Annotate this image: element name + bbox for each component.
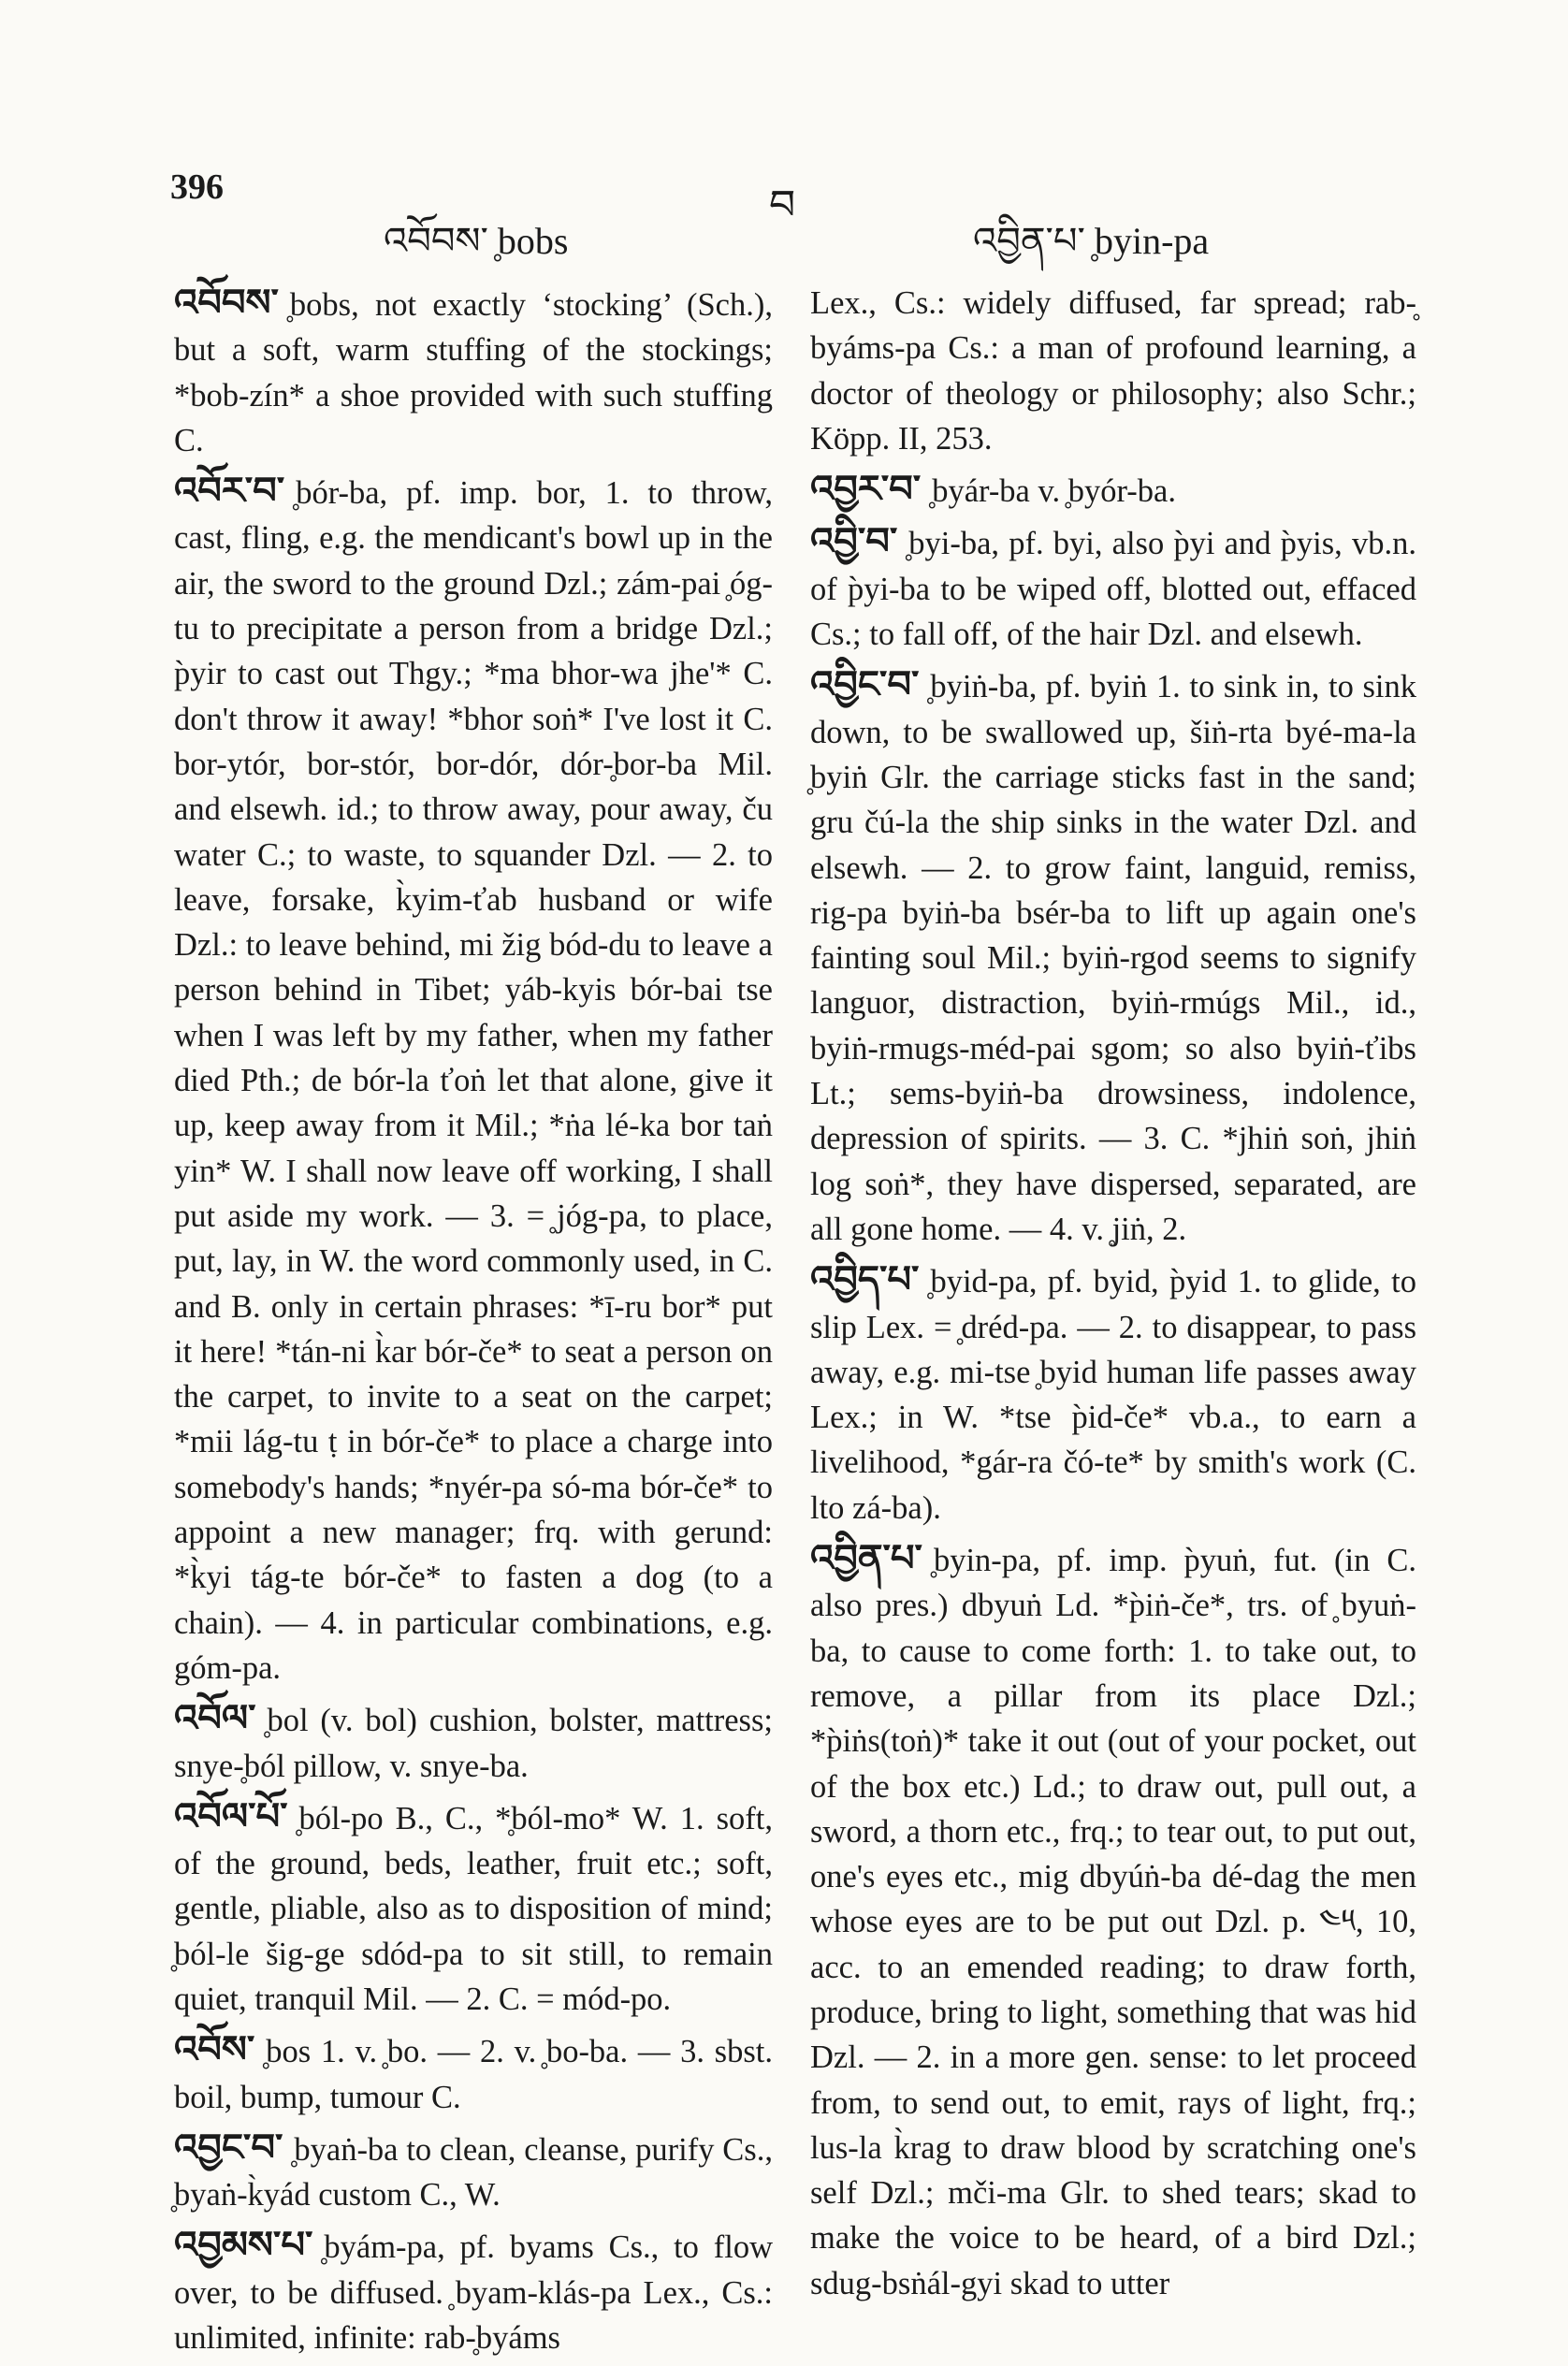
entry-text: Lex., Cs.: widely diffused, far spread; rab-̥byáms-pa Cs.: a man of profound learning, a doctor of theology or philosophy; also Schr.; Köpp. II, 253.	[810, 285, 1416, 457]
entry-text: ̥byid-pa, pf. byid, p̀yid 1. to glide, to slip Lex. = ̥dréd-pa. — 2. to disappear, to pass away, e.g. mi-tse ̥byid human life passes away Lex.; in W. *tse p̀id-če* vb.a., to earn a livelihood, *gár-ra čó-te* by smith's work (C. lto zá-ba).	[810, 1264, 1416, 1526]
page-header	[0, 159, 1568, 262]
dictionary-entry	[174, 2027, 773, 2120]
dictionary-entry	[174, 2126, 773, 2218]
tibetan-headword: འབོབས་	[174, 282, 279, 324]
page-number: 396	[170, 167, 224, 207]
dictionary-entry	[174, 1794, 773, 2022]
tibetan-headword: འབོལ་པོ་	[174, 1794, 288, 1837]
left-column	[174, 281, 773, 2366]
dictionary-entry	[174, 281, 773, 463]
entry-text: ̥ból-po B., C., *̥ból-mo* W. 1. soft, of the ground, beds, leather, fruit etc.; soft, gentle, pliable, also as to disposition of mind; ̥ból-le šig-ge sdód-pa to sit still, to remain quiet, tranquil Mil. — 2. C. = mód-po.	[174, 1800, 773, 2017]
section-letter: བ	[769, 182, 796, 228]
tibetan-headword: འབྱང་བ་	[174, 2126, 283, 2169]
entry-text: ̥byár-ba v. ̥byór-ba.	[932, 473, 1176, 510]
running-head-left: འབོབས་ ̥bobs	[384, 220, 569, 262]
dictionary-entry-continued	[810, 281, 1416, 461]
tibetan-headword: འབྱིན་པ་	[810, 1537, 922, 1580]
dictionary-entry	[810, 467, 1416, 514]
right-column	[810, 281, 1416, 2312]
dictionary-entry	[174, 469, 773, 1691]
tibetan-headword: འབོར་བ་	[174, 470, 285, 513]
entry-text: ̥bos 1. v. ̥bo. — 2. v. ̥bo-ba. — 3. sbst. boil, bump, tumour C.	[174, 2034, 773, 2115]
dictionary-entry	[810, 662, 1416, 1252]
entry-text: ̥byi-ba, pf. byi, also p̀yi and p̀yis, vb.n. of p̀yi-ba to be wiped off, blotted out, effaced Cs.; to fall off, of the hair Dzl. and elsewh.	[810, 526, 1416, 653]
entry-text: ̥bol (v. bol) cushion, bolster, mattress; snye-̥ból pillow, v. snye-ba.	[174, 1703, 773, 1784]
entry-text: ̥byiṅ-ba, pf. byiṅ 1. to sink in, to sink down, to be swallowed up, šiṅ-rta byé-ma-la ̥byiṅ Glr. the carriage sticks fast in the sand; gru čú-la the ship sinks in the water Dzl. and elsewh. — 2. to grow faint, languid, remiss, rig-pa byiṅ-ba bsér-ba to lift up again one's fainting soul Mil.; byiṅ-rgod seems to signify languor, distraction, byiṅ-rmúgs Mil., id., byiṅ-rmugs-méd-pai sgom; so also byiṅ-ťibs Lt.; sems-byiṅ-ba drowsiness, indolence, depression of spirits. — 3. C. *jhiṅ soṅ, jhiṅ log soṅ*, they have dispersed, separated, are all gone home. — 4. v. ̥jiṅ, 2.	[810, 669, 1416, 1247]
dictionary-entry	[810, 1536, 1416, 2306]
tibetan-headword: འབོལ་	[174, 1697, 256, 1740]
entry-text: ̥byaṅ-ba to clean, cleanse, purify Cs., ̥byaṅ-k̀yád custom C., W.	[174, 2131, 773, 2214]
dictionary-entry	[810, 519, 1416, 657]
tibetan-headword: འབྱིད་པ་	[810, 1258, 920, 1301]
dictionary-entry	[810, 1257, 1416, 1531]
dictionary-entry	[174, 2223, 773, 2360]
entry-text: ̥bobs, not exactly ‘stocking’ (Sch.), but a soft, warm stuffing of the stockings; *bob-zín* a shoe provided with such stuffing C.	[174, 287, 773, 458]
running-head-right: འབྱིན་པ་ ̥byin-pa	[973, 220, 1210, 262]
tibetan-headword: འབྱར་བ་	[810, 468, 922, 511]
entry-text: ̥bór-ba, pf. imp. bor, 1. to throw, cast, fling, e.g. the mendicant's bowl up in the air, the sword to the ground Dzl.; zám-pai ̥óg-tu to precipitate a person from a bridge Dzl.; p̀yir to cast out Thgy.; *ma bhor-wa jhe'* C. don't throw it away! *bhor soṅ* I've lost it C. bor-ytór, bor-stór, bor-dór, dór-̥bor-ba Mil. and elsewh. id.; to throw away, pour away, ču water C.; to waste, to squander Dzl. — 2. to leave, forsake, k̀yim-ťab husband or wife Dzl.: to leave behind, mi žig bód-du to leave a person behind in Tibet; yáb-kyis bór-bai tse when I was left by my father, when my father died Pth.; de bór-la ťoṅ let that alone, give it up, keep away from it Mil.; *ṅa lé-ka bor taṅ yin* W. I shall now leave off working, I shall put aside my work. — 3. = ̥jóg-pa, to place, put, lay, in W. the word commonly used, in C. and B. only in certain phrases: *ī-ru bor* put it here! *tán-ni k̀ar bór-če* to seat a person on the carpet, to invite to a seat on the carpet; *mii lág-tu ṭ in bór-če* to place a charge into somebody's hands; *nyér-pa só-ma bór-če* to appoint a new manager; frq. with gerund: *k̀yi tág-te bór-če* to fasten a dog (to a chain). — 4. in particular combinations, e.g. góm-pa.	[174, 475, 773, 1686]
entry-text: ̥byám-pa, pf. byams Cs., to flow over, to be diffused. ̥byam-klás-pa Lex., Cs.: unlimited, infinite: rab-̥byáms	[174, 2229, 773, 2357]
dictionary-entry	[174, 1696, 773, 1789]
tibetan-headword: འབོས་	[174, 2028, 255, 2071]
entry-text: ̥byin-pa, pf. imp. p̀yuṅ, fut. (in C. also pres.) dbyuṅ Ld. *p̀iṅ-če*, trs. of ̥byuṅ-ba, to cause to come forth: 1. to take out, to remove, a pillar from its place Dzl.; *p̀iṅs(toṅ)* take it out (out of your pocket, out of the box etc.) Ld.; to draw out, pull out, a sword, a thorn etc., frq.; to tear out, to put out, one's eyes etc., mig dbyúṅ-ba dé-dag the men whose eyes are to be put out Dzl. p. ༤༥, 10, acc. to an emended reading; to draw forth, produce, bring to light, something that was hid Dzl. — 2. in a more gen. sense: to let proceed from, to send out, to emit, rays of light, frq.; lus-la k̀rag to draw blood by scratching one's self Dzl.; mči-ma Glr. to shed tears; skad to make the voice to be heard, of a bird Dzl.; sdug-bsṅál-gyi skad to utter	[810, 1543, 1416, 2301]
tibetan-headword: འབྱི་བ་	[810, 520, 898, 563]
tibetan-headword: འབྱམས་པ་	[174, 2224, 313, 2267]
tibetan-headword: འབྱིང་བ་	[810, 663, 920, 706]
